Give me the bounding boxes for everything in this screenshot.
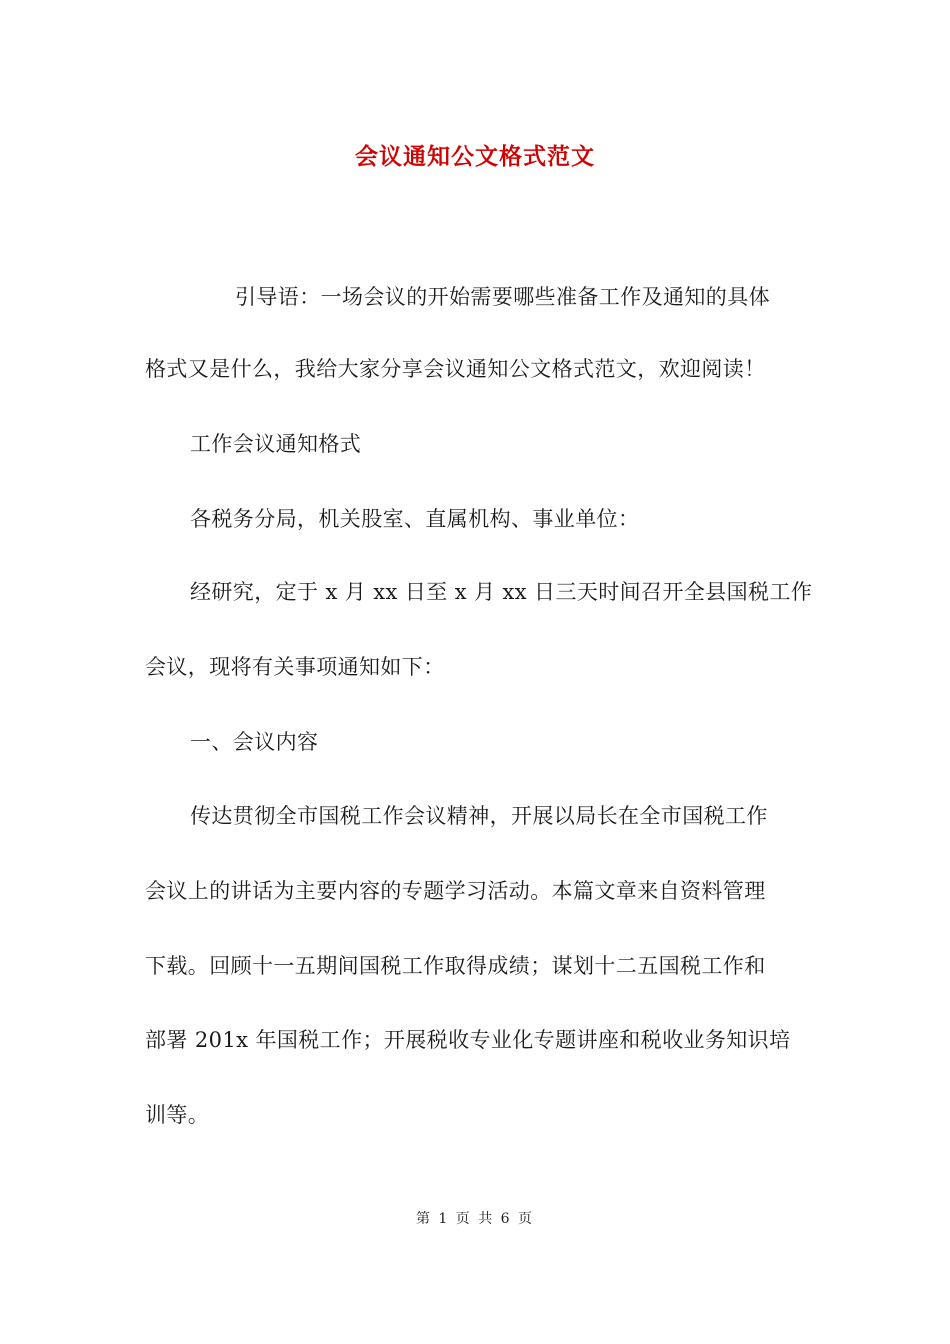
intro-line-2: 格式又是什么，我给大家分享会议通知公文格式范文，欢迎阅读！ bbox=[145, 357, 766, 381]
content-line-2: 会议上的讲话为主要内容的专题学习活动。本篇文章来自资料管理 bbox=[145, 879, 766, 903]
page-number-footer: 第 1 页 共 6 页 bbox=[415, 1211, 535, 1227]
section-heading-content: 一、会议内容 bbox=[190, 730, 319, 754]
content-line-3: 下载。回顾十一五期间国税工作取得成绩；谋划十二五国税工作和 bbox=[145, 954, 766, 978]
document-title: 会议通知公文格式范文 bbox=[355, 143, 595, 170]
body-line-2: 会议，现将有关事项通知如下： bbox=[145, 655, 445, 679]
addressee-line: 各税务分局，机关股室、直属机构、事业单位： bbox=[190, 507, 640, 531]
content-line-1: 传达贯彻全市国税工作会议精神，开展以局长在全市国税工作 bbox=[190, 804, 768, 828]
content-line-4: 部署 201x 年国税工作；开展税收专业化专题讲座和税收业务知识培 bbox=[145, 1028, 791, 1052]
body-line-1: 经研究，定于 x 月 xx 日至 x 月 xx 日三天时间召开全县国税工作 bbox=[190, 580, 813, 604]
section-heading-format: 工作会议通知格式 bbox=[190, 432, 362, 456]
content-line-5: 训等。 bbox=[145, 1103, 210, 1127]
intro-line-1: 引导语：一场会议的开始需要哪些准备工作及通知的具体 bbox=[235, 285, 770, 309]
